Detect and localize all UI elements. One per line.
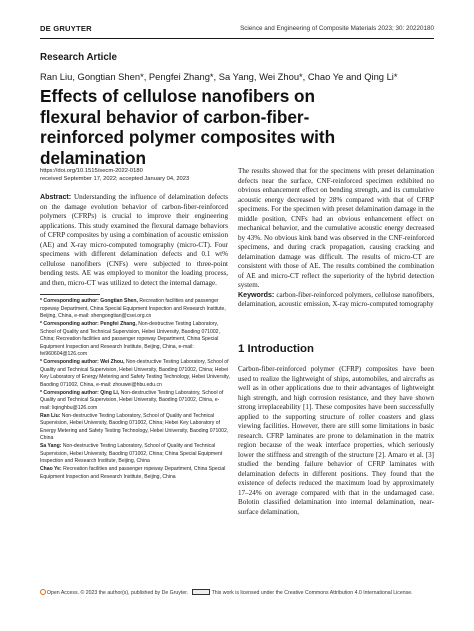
footnote-text: Non-destructive Testing Laboratory, School of Quality and Technical Supervision, Hebei University, Baoding 071002, China; Hebei Key Laboratory of Energy Metering and Safety Testing Technology, Hebei University, Baoding 071002, China [40,412,229,442]
footnote-text: Non-destructive Testing Laboratory, School of Quality and Technical Supervision, Hebei University, Baoding 071002, China; Recreation facilities and passenger ropeway Department, China Special Equipment Inspection and Research Institute, Beijing, China, e-mail: fei960604@126.com [40,320,220,358]
footnote-text: Recreation facilities and passenger ropeway Department, China Special Equipment Inspection and Research Institute, Beijing, China [40,466,226,480]
abstract-start [40,193,228,288]
footnote-name: Ran Liu: [40,412,61,419]
article-type: Research Article [40,52,117,63]
footnote-item [40,443,230,466]
footnote-name: * Corresponding author: Qing Li, [40,389,120,396]
author-list: Ran Liu, Gongtian Shen*, Pengfei Zhang*, Sa Yang, Wei Zhou*, Chao Ye and Qing Li* [40,71,398,82]
introduction-body [238,365,434,517]
doi-link[interactable]: https://doi.org/10.1515/secm-2022-0180 [40,168,143,174]
footnote-text: Recreation facilities and passenger ropeway Department, China Special Equipment Inspection and Research Institute, Beijing, China, e-mail: shengongtian@csei.org.cn [40,298,226,320]
footnote-name: * Corresponding author: Pengfei Zhang, [40,320,137,327]
open-access-icon [40,589,46,595]
author-footnotes [40,298,230,482]
open-access-label: Open Access. [47,590,80,596]
journal-citation: Science and Engineering of Composite Materials 2023; 30: 20220180 [240,25,434,32]
footnote-name: Chao Ye: [40,466,62,473]
copyright-text: © 2023 the author(s), published by De Gruyter. [80,590,189,596]
footnote-item [40,413,230,443]
footnote-item [40,390,230,413]
footnote-item [40,298,230,321]
footnote-rule [40,294,100,295]
license-text: This work is licensed under the Creative Commons Attribution 4.0 International License. [211,590,413,596]
footnote-text: Non-destructive Testing Laboratory, School of Quality and Technical Supervision, Hebei University, Baoding 071002, China, e-mail: liqinghbu@126.com [40,389,224,411]
paper-title: Effects of cellulose nanofibers on flexural behavior of carbon-fiber-reinforced polymer composites with delamination [40,86,336,168]
footnote-name: * Corresponding author: Wei Zhou, [40,359,125,366]
footnote-name: * Corresponding author: Gongtian Shen, [40,298,138,304]
abstract-text: Understanding the influence of delamination defects on the damage evolution behavior of carbon-fiber-reinforced polymers (CFRPs) is crucial to improve their engineering applications. This study examined the flexural damage behaviors of CFRP composites by using a combination of acoustic emission (AE) and X-ray micro-computed tomography (micro-CT). Four specimens with different delamination defects and 0.1 wt% cellulose nanofibers (CNFs) were subjected to three-point bending tests. AE was employed to monitor the loading process, and then, micro-CT was utilized to detect the internal damage. [40,193,228,287]
footnote-text: Non-destructive Testing Laboratory, School of Quality and Technical Supervision, Hebei University, Baoding 071002, China; China Special Equipment Inspection and Research Institute, Beijing, China [40,443,223,465]
introduction-text: Carbon-fiber-reinforced polymer (CFRP) composites have been used to realize the lightweight of ships, automobiles, and aircrafts as well as in other applications due to their advantages of lightweight high strength, and high corrosion resistance, and they have shown strong irreplaceability [1]. These composites have been successfully applied to the supporting structure of roller coasters and glass viewing facilities. However, there are still some limitations in basic research. CFRP laminates are prone to delamination in the matrix region because of the weak interface properties, which seriously lower the stiffness and strength of the structure [2]. Amaro et al. [3] studied the bending failure behavior of CFRP laminates with delamination defects in different positions. They found that the existence of defects reduced the maximum load by approximately 17–24% on average compared with that in the undamaged case. Bolotin classified delamination into internal delamination, near-surface delamination, [238,365,434,516]
abstract-continued [238,167,434,310]
section-heading-introduction: 1 Introduction [238,343,314,355]
abstract-label: Abstract: [40,193,72,201]
page-footer [40,589,434,597]
footnote-text: Non-destructive Testing Laboratory, School of Quality and Technical Supervision, Hebei University, Baoding 071002, China; Hebei Key Laboratory of Energy Metering and Safety Testing Technology, Hebei University, Baoding 071002, China, e-mail: zhouwei@hbu.edu.cn [40,359,230,388]
keywords-label: Keywords: [238,290,275,299]
footnote-item [40,359,230,389]
footnote-name: Sa Yang: [40,443,62,450]
publisher-name: DE GRUYTER [40,24,92,33]
keywords-text: carbon-fiber-reinforced polymers, cellulose nanofibers, delamination, acoustic emission, X-ray micro-computed tomography [238,290,434,308]
article-dates: received September 17, 2022; accepted January 04, 2023 [40,176,190,183]
header-rule [40,38,434,39]
page-header [40,24,434,36]
abstract-continued-text: The results showed that for the specimens with preset delamination defects near the surface, CNF-reinforced specimen exhibited no obvious enhancement effect on bending strength, and its cumulative acoustic energy decreased by 28% compared with that of CFRP specimens. For the specimen with preset delamination damage in the middle position, CNFs had an obvious enhancement effect on mechanical behavior, and the cumulative acoustic energy decreased by 43%. No obvious kink band was observed in the CNF-reinforced specimens, and during crack propagation, causing cracking and delamination damage was difficult. The results of micro-CT are consistent with those of AE. The results combined the combination of AE and micro-CT reflect the superiority of the hybrid detection system. [238,167,434,289]
article-meta [40,167,189,184]
cc-by-license-icon[interactable] [192,589,210,595]
footnote-item [40,466,230,481]
keywords [238,291,434,310]
footnote-item [40,321,230,359]
